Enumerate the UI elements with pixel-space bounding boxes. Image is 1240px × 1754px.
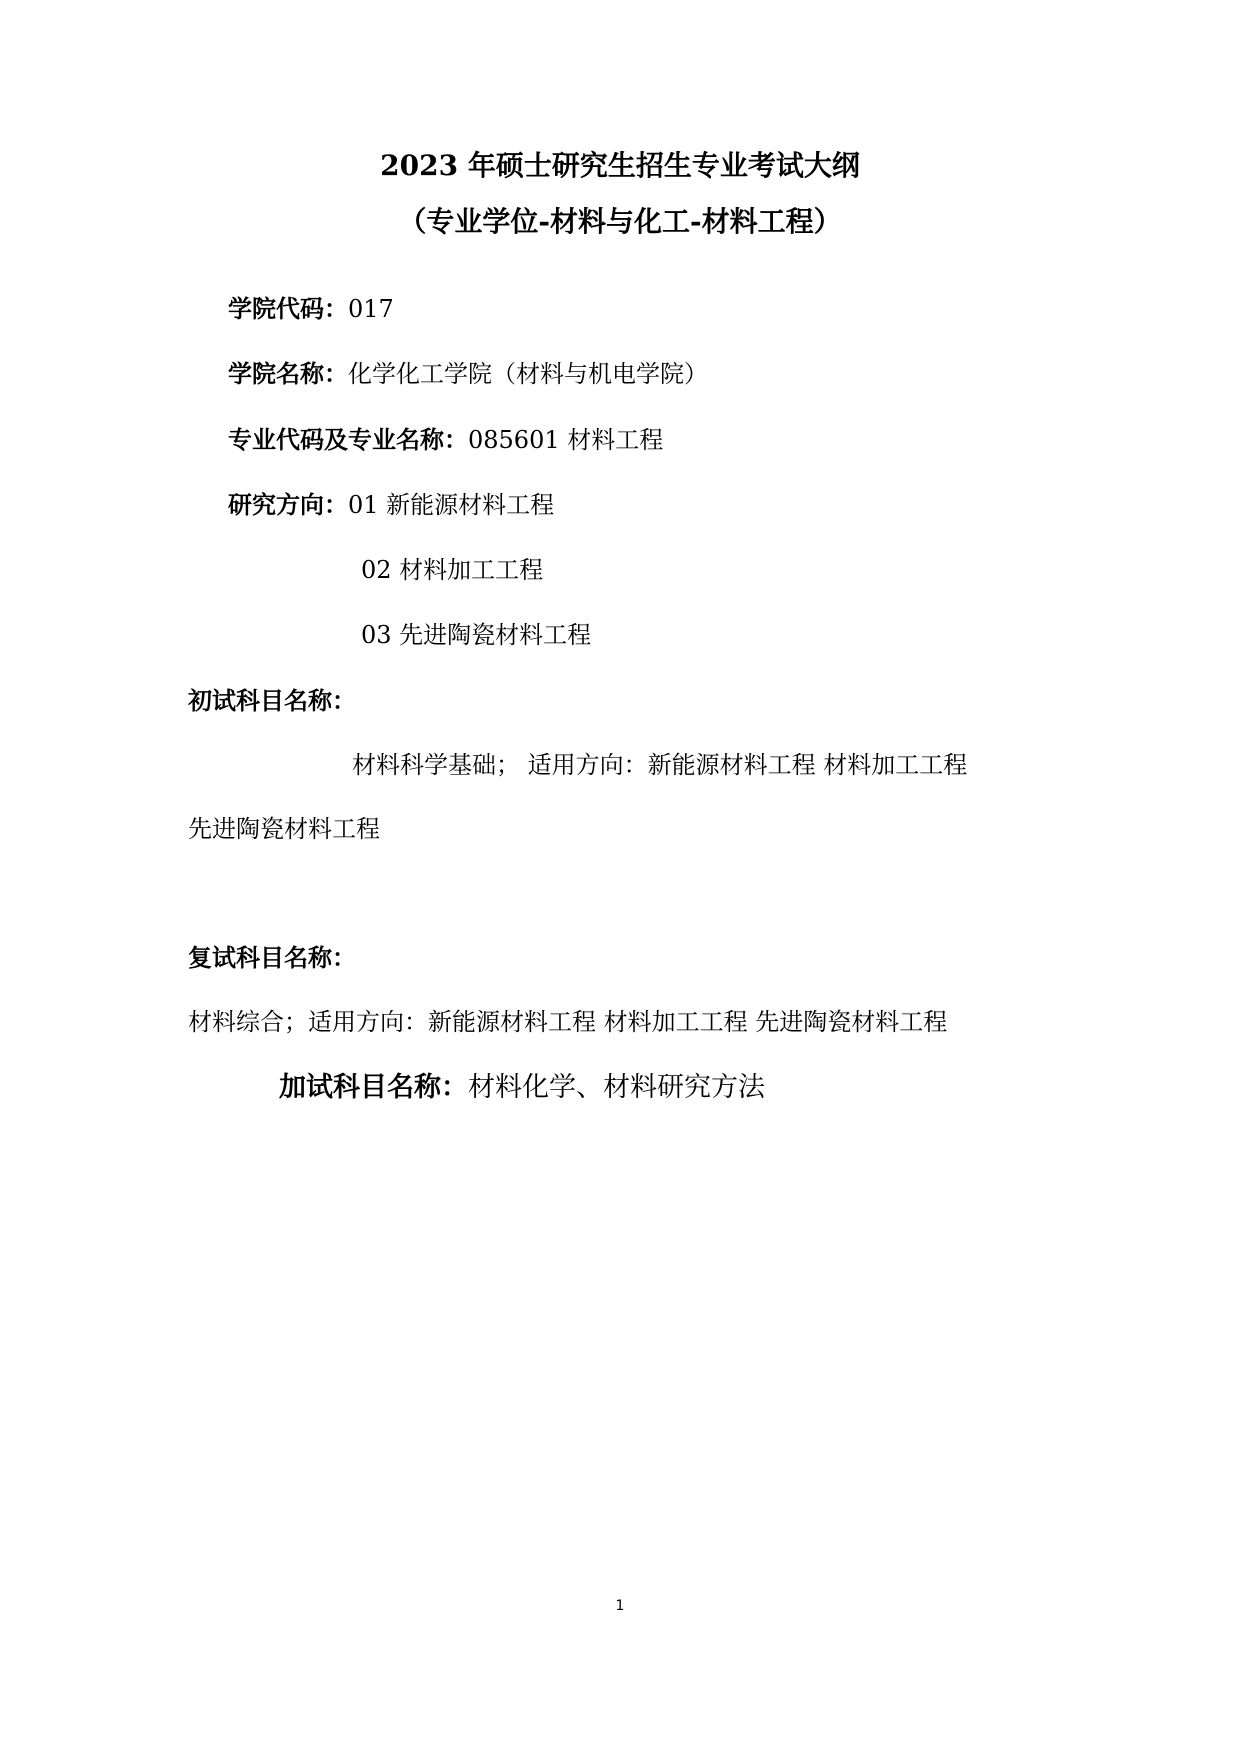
retest-exam-line-1: 材料综合；适用方向：新能源材料工程 材料加工工程 先进陶瓷材料工程 <box>188 1008 948 1036</box>
extra-exam-value: 材料化学、材料研究方法 <box>468 1072 765 1103</box>
college-code-line <box>228 294 394 324</box>
college-name-value: 化学化工学院（材料与机电学院） <box>348 360 708 388</box>
extra-exam-line <box>279 1071 765 1105</box>
college-name-line <box>228 359 708 389</box>
initial-exam-line-1: 材料科学基础； 适用方向：新能源材料工程 材料加工工程 <box>352 751 968 779</box>
research-item-1: 01 新能源材料工程 <box>348 491 555 519</box>
retest-exam-heading: 复试科目名称： <box>188 943 356 972</box>
major-value: 085601 材料工程 <box>468 426 664 454</box>
major-label: 专业代码及专业名称： <box>228 425 468 454</box>
research-item-2: 02 材料加工工程 <box>361 556 544 584</box>
document-subtitle: （专业学位-材料与化工-材料工程） <box>398 205 842 238</box>
research-line <box>228 490 554 520</box>
major-line <box>228 425 663 455</box>
research-item-3: 03 先进陶瓷材料工程 <box>361 621 592 649</box>
college-code-value: 017 <box>348 295 394 323</box>
college-code-label: 学院代码： <box>228 294 348 323</box>
extra-exam-label: 加试科目名称： <box>279 1072 468 1103</box>
research-label: 研究方向： <box>228 490 348 519</box>
college-name-label: 学院名称： <box>228 359 348 388</box>
document-title: 2023 年硕士研究生招生专业考试大纲 <box>380 149 860 182</box>
initial-exam-line-2: 先进陶瓷材料工程 <box>188 815 380 843</box>
initial-exam-heading: 初试科目名称： <box>188 686 356 715</box>
page-number: 1 <box>615 1598 625 1614</box>
